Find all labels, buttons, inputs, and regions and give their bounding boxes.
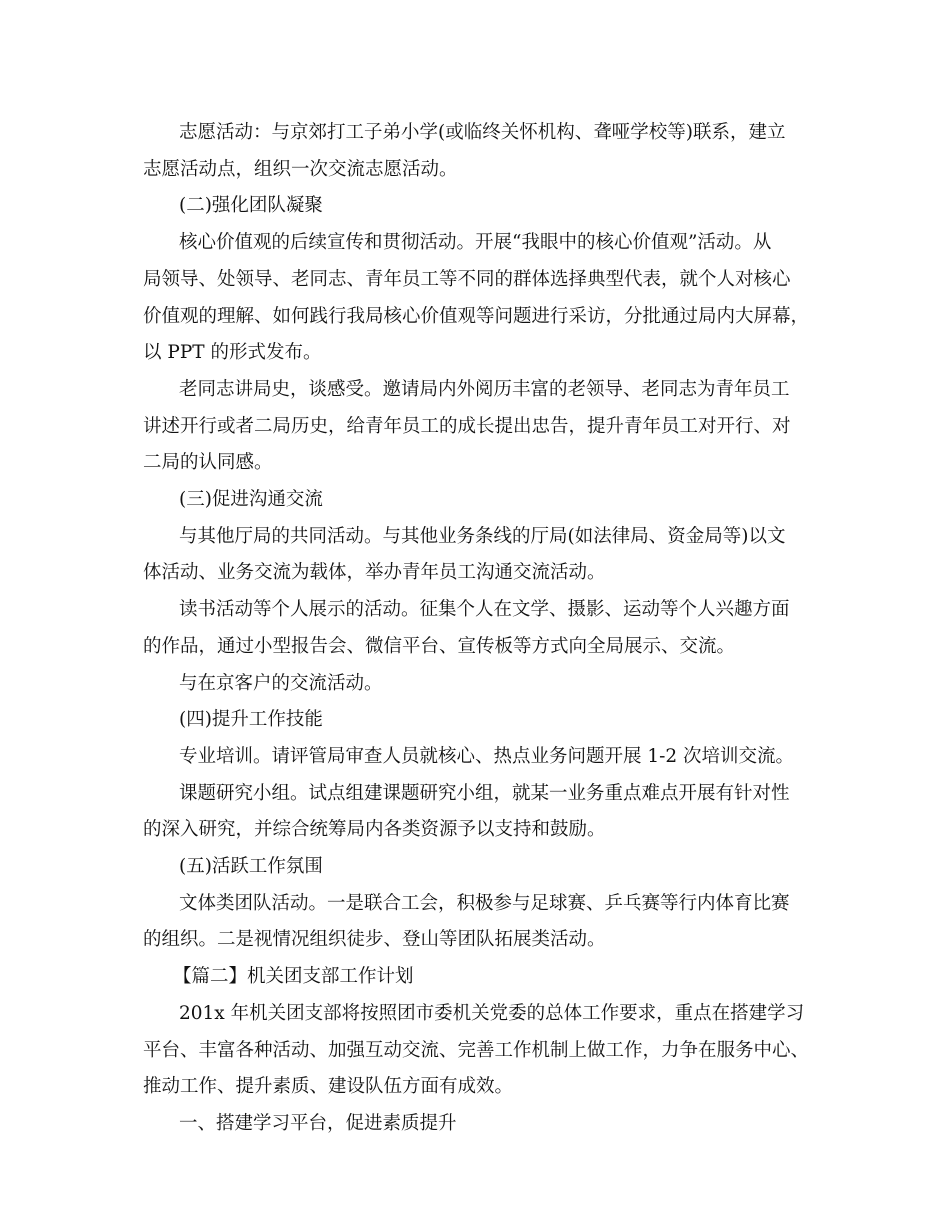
text-line-2: 志愿活动点，组织一次交流志愿活动。 bbox=[143, 159, 458, 180]
text-line-8: 老同志讲局史，谈感受。邀请局内外阅历丰富的老领导、老同志为青年员工 bbox=[179, 379, 790, 400]
text-line-20: 的深入研究，并综合统筹局内各类资源予以支持和鼓励。 bbox=[143, 819, 606, 840]
text-line-3: (二)强化团队凝聚 bbox=[179, 195, 323, 216]
text-line-11: (三)促进沟通交流 bbox=[179, 489, 323, 510]
text-line-1: 志愿活动：与京郊打工子弟小学(或临终关怀机构、聋哑学校等)联系，建立 bbox=[179, 122, 786, 143]
text-line-21: (五)活跃工作氛围 bbox=[179, 856, 323, 877]
text-line-25: 201x 年机关团支部将按照团市委机关党委的总体工作要求，重点在搭建学习 bbox=[179, 1003, 805, 1024]
text-line-6: 价值观的理解、如何践行我局核心价值观等问题进行采访，分批通过局内大屏幕， bbox=[143, 306, 810, 327]
text-line-13: 体活动、业务交流为载体，举办青年员工沟通交流活动。 bbox=[143, 562, 606, 583]
section-heading: 【篇二】机关团支部工作计划 bbox=[173, 966, 414, 987]
text-line-17: (四)提升工作技能 bbox=[179, 709, 323, 730]
text-line-4: 核心价值观的后续宣传和贯彻活动。开展“我眼中的核心价值观”活动。从 bbox=[179, 232, 772, 253]
text-line-18: 专业培训。请评管局审查人员就核心、热点业务问题开展 1-2 次培训交流。 bbox=[179, 746, 795, 767]
text-line-12: 与其他厅局的共同活动。与其他业务条线的厅局(如法律局、资金局等)以文 bbox=[179, 526, 786, 547]
text-line-9: 讲述开行或者二局历史，给青年员工的成长提出忠告，提升青年员工对开行、对 bbox=[143, 416, 791, 437]
text-line-23: 的组织。二是视情况组织徒步、登山等团队拓展类活动。 bbox=[143, 929, 606, 950]
text-line-28: 一、搭建学习平台，促进素质提升 bbox=[179, 1113, 457, 1134]
text-line-7: 以 PPT 的形式发布。 bbox=[143, 342, 322, 363]
text-line-27: 推动工作、提升素质、建设队伍方面有成效。 bbox=[143, 1076, 514, 1097]
text-line-16: 与在京客户的交流活动。 bbox=[179, 673, 383, 694]
text-line-22: 文体类团队活动。一是联合工会，积极参与足球赛、乒乓赛等行内体育比赛 bbox=[179, 893, 790, 914]
text-line-5: 局领导、处领导、老同志、青年员工等不同的群体选择典型代表，就个人对核心 bbox=[143, 269, 791, 290]
text-line-10: 二局的认同感。 bbox=[143, 452, 273, 473]
text-line-15: 的作品，通过小型报告会、微信平台、宣传板等方式向全局展示、交流。 bbox=[143, 636, 736, 657]
text-line-19: 课题研究小组。试点组建课题研究小组，就某一业务重点难点开展有针对性 bbox=[179, 783, 790, 804]
text-line-14: 读书活动等个人展示的活动。征集个人在文学、摄影、运动等个人兴趣方面 bbox=[179, 599, 790, 620]
text-line-26: 平台、丰富各种活动、加强互动交流、完善工作机制上做工作，力争在服务中心、 bbox=[143, 1040, 810, 1061]
